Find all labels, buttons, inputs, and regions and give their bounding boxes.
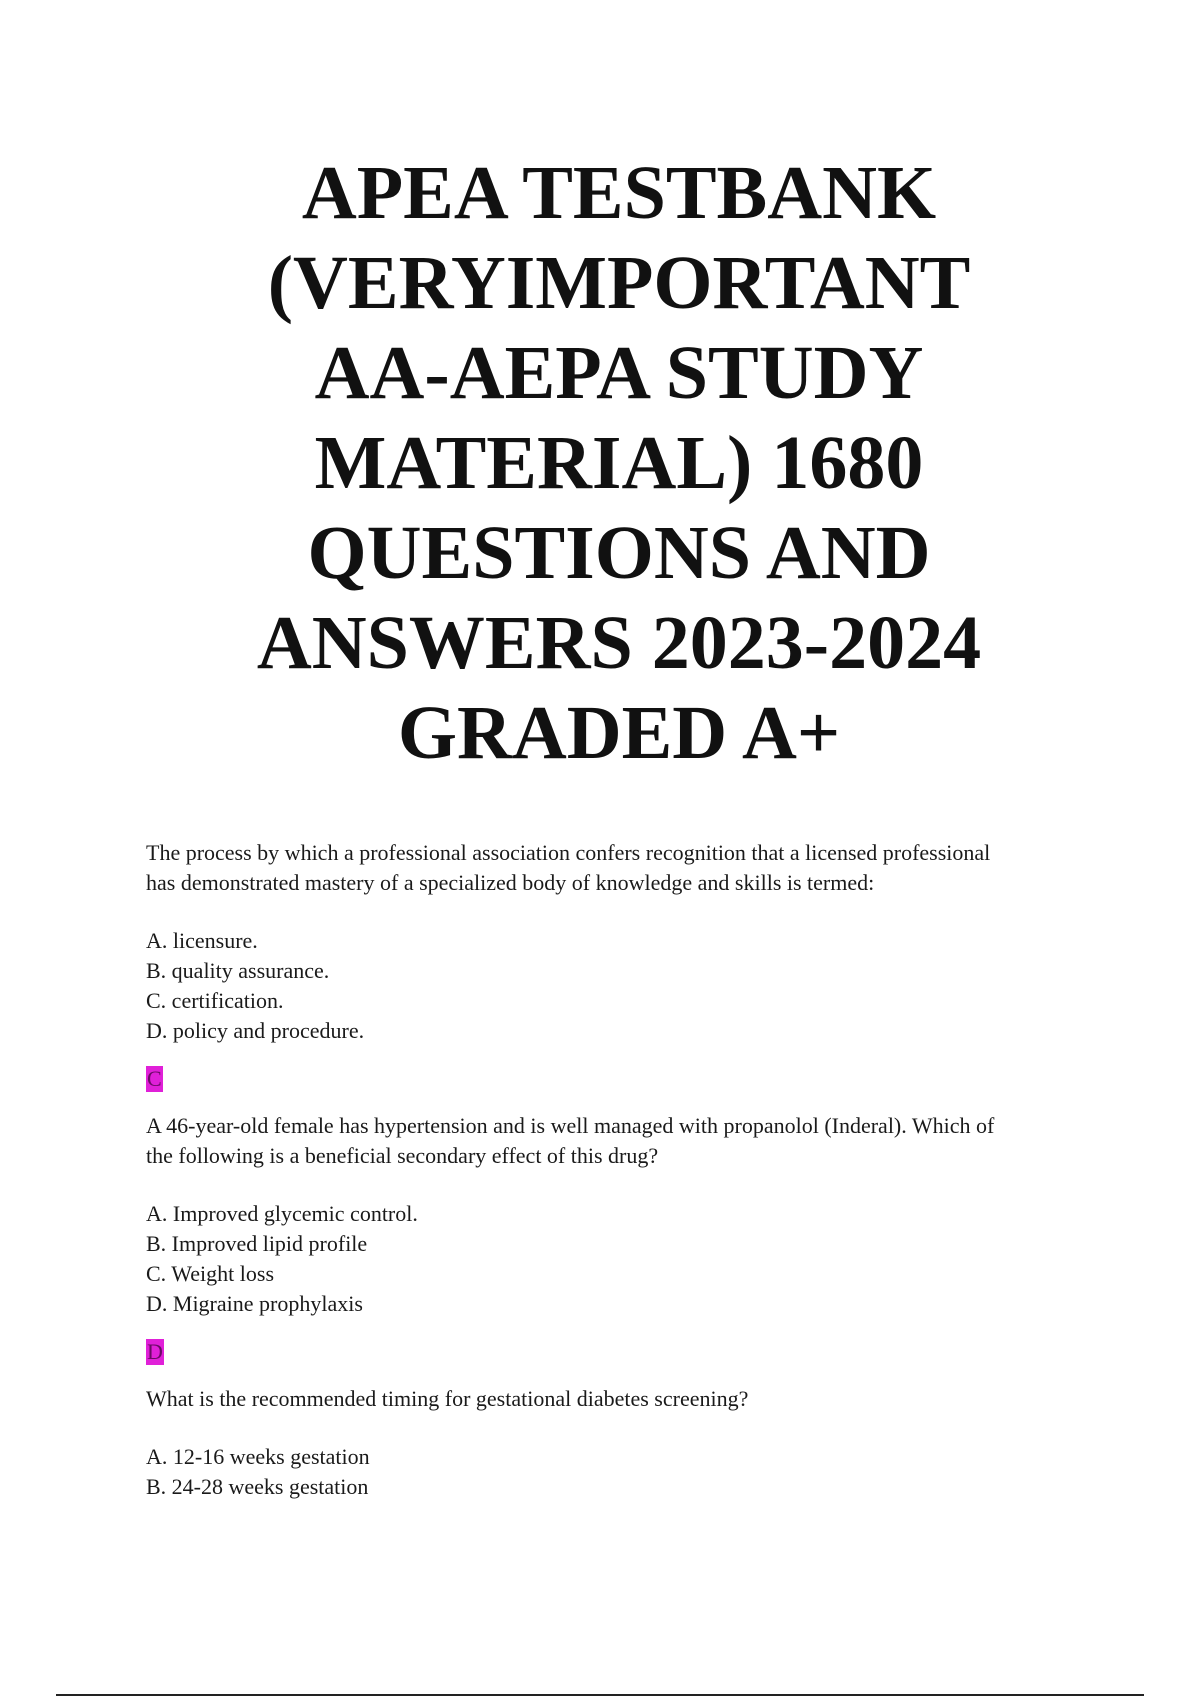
page-bottom-rule [56,1694,1144,1696]
question-line: the following is a beneficial secondary effect of this drug? [146,1143,659,1168]
title-line: MATERIAL) 1680 [314,421,924,505]
question-block-2 [146,1111,1096,1367]
title-line: (VERYIMPORTANT [267,241,971,325]
option-b: B. Improved lipid profile [146,1231,368,1256]
answer-highlight: C [147,1066,162,1091]
option-a: A. Improved glycemic control. [146,1201,418,1226]
option-d: D. policy and procedure. [146,1018,365,1043]
title-line: APEA TESTBANK [301,151,937,235]
answer-options [146,1442,1096,1502]
option-d: D. Migraine prophylaxis [146,1291,363,1316]
option-b: B. 24-28 weeks gestation [146,1474,369,1499]
option-c: C. Weight loss [146,1261,275,1286]
title-line: QUESTIONS AND [307,511,931,595]
option-a: A. licensure. [146,928,258,953]
answer-highlight: D [147,1339,163,1364]
question-line: The process by which a professional association confers recognition that a licensed professional [146,840,991,865]
title-line: ANSWERS 2023-2024 [256,601,982,685]
option-c: C. certification. [146,988,284,1013]
option-a: A. 12-16 weeks gestation [146,1444,370,1469]
question-text [146,1111,1096,1171]
document-title [0,148,1200,778]
question-line: A 46-year-old female has hypertension and is well managed with propanolol (Inderal). Which of [146,1113,995,1138]
question-text [146,838,1096,898]
answer-options [146,926,1096,1046]
question-block-3 [146,1384,1096,1502]
title-line: AA-AEPA STUDY [314,331,924,415]
question-block-1 [146,838,1096,1094]
question-line: What is the recommended timing for gestational diabetes screening? [146,1386,749,1411]
question-text [146,1384,1096,1414]
option-b: B. quality assurance. [146,958,330,983]
title-line: GRADED A+ [397,691,841,775]
question-line: has demonstrated mastery of a specialized body of knowledge and skills is termed: [146,870,875,895]
answer-options [146,1199,1096,1319]
